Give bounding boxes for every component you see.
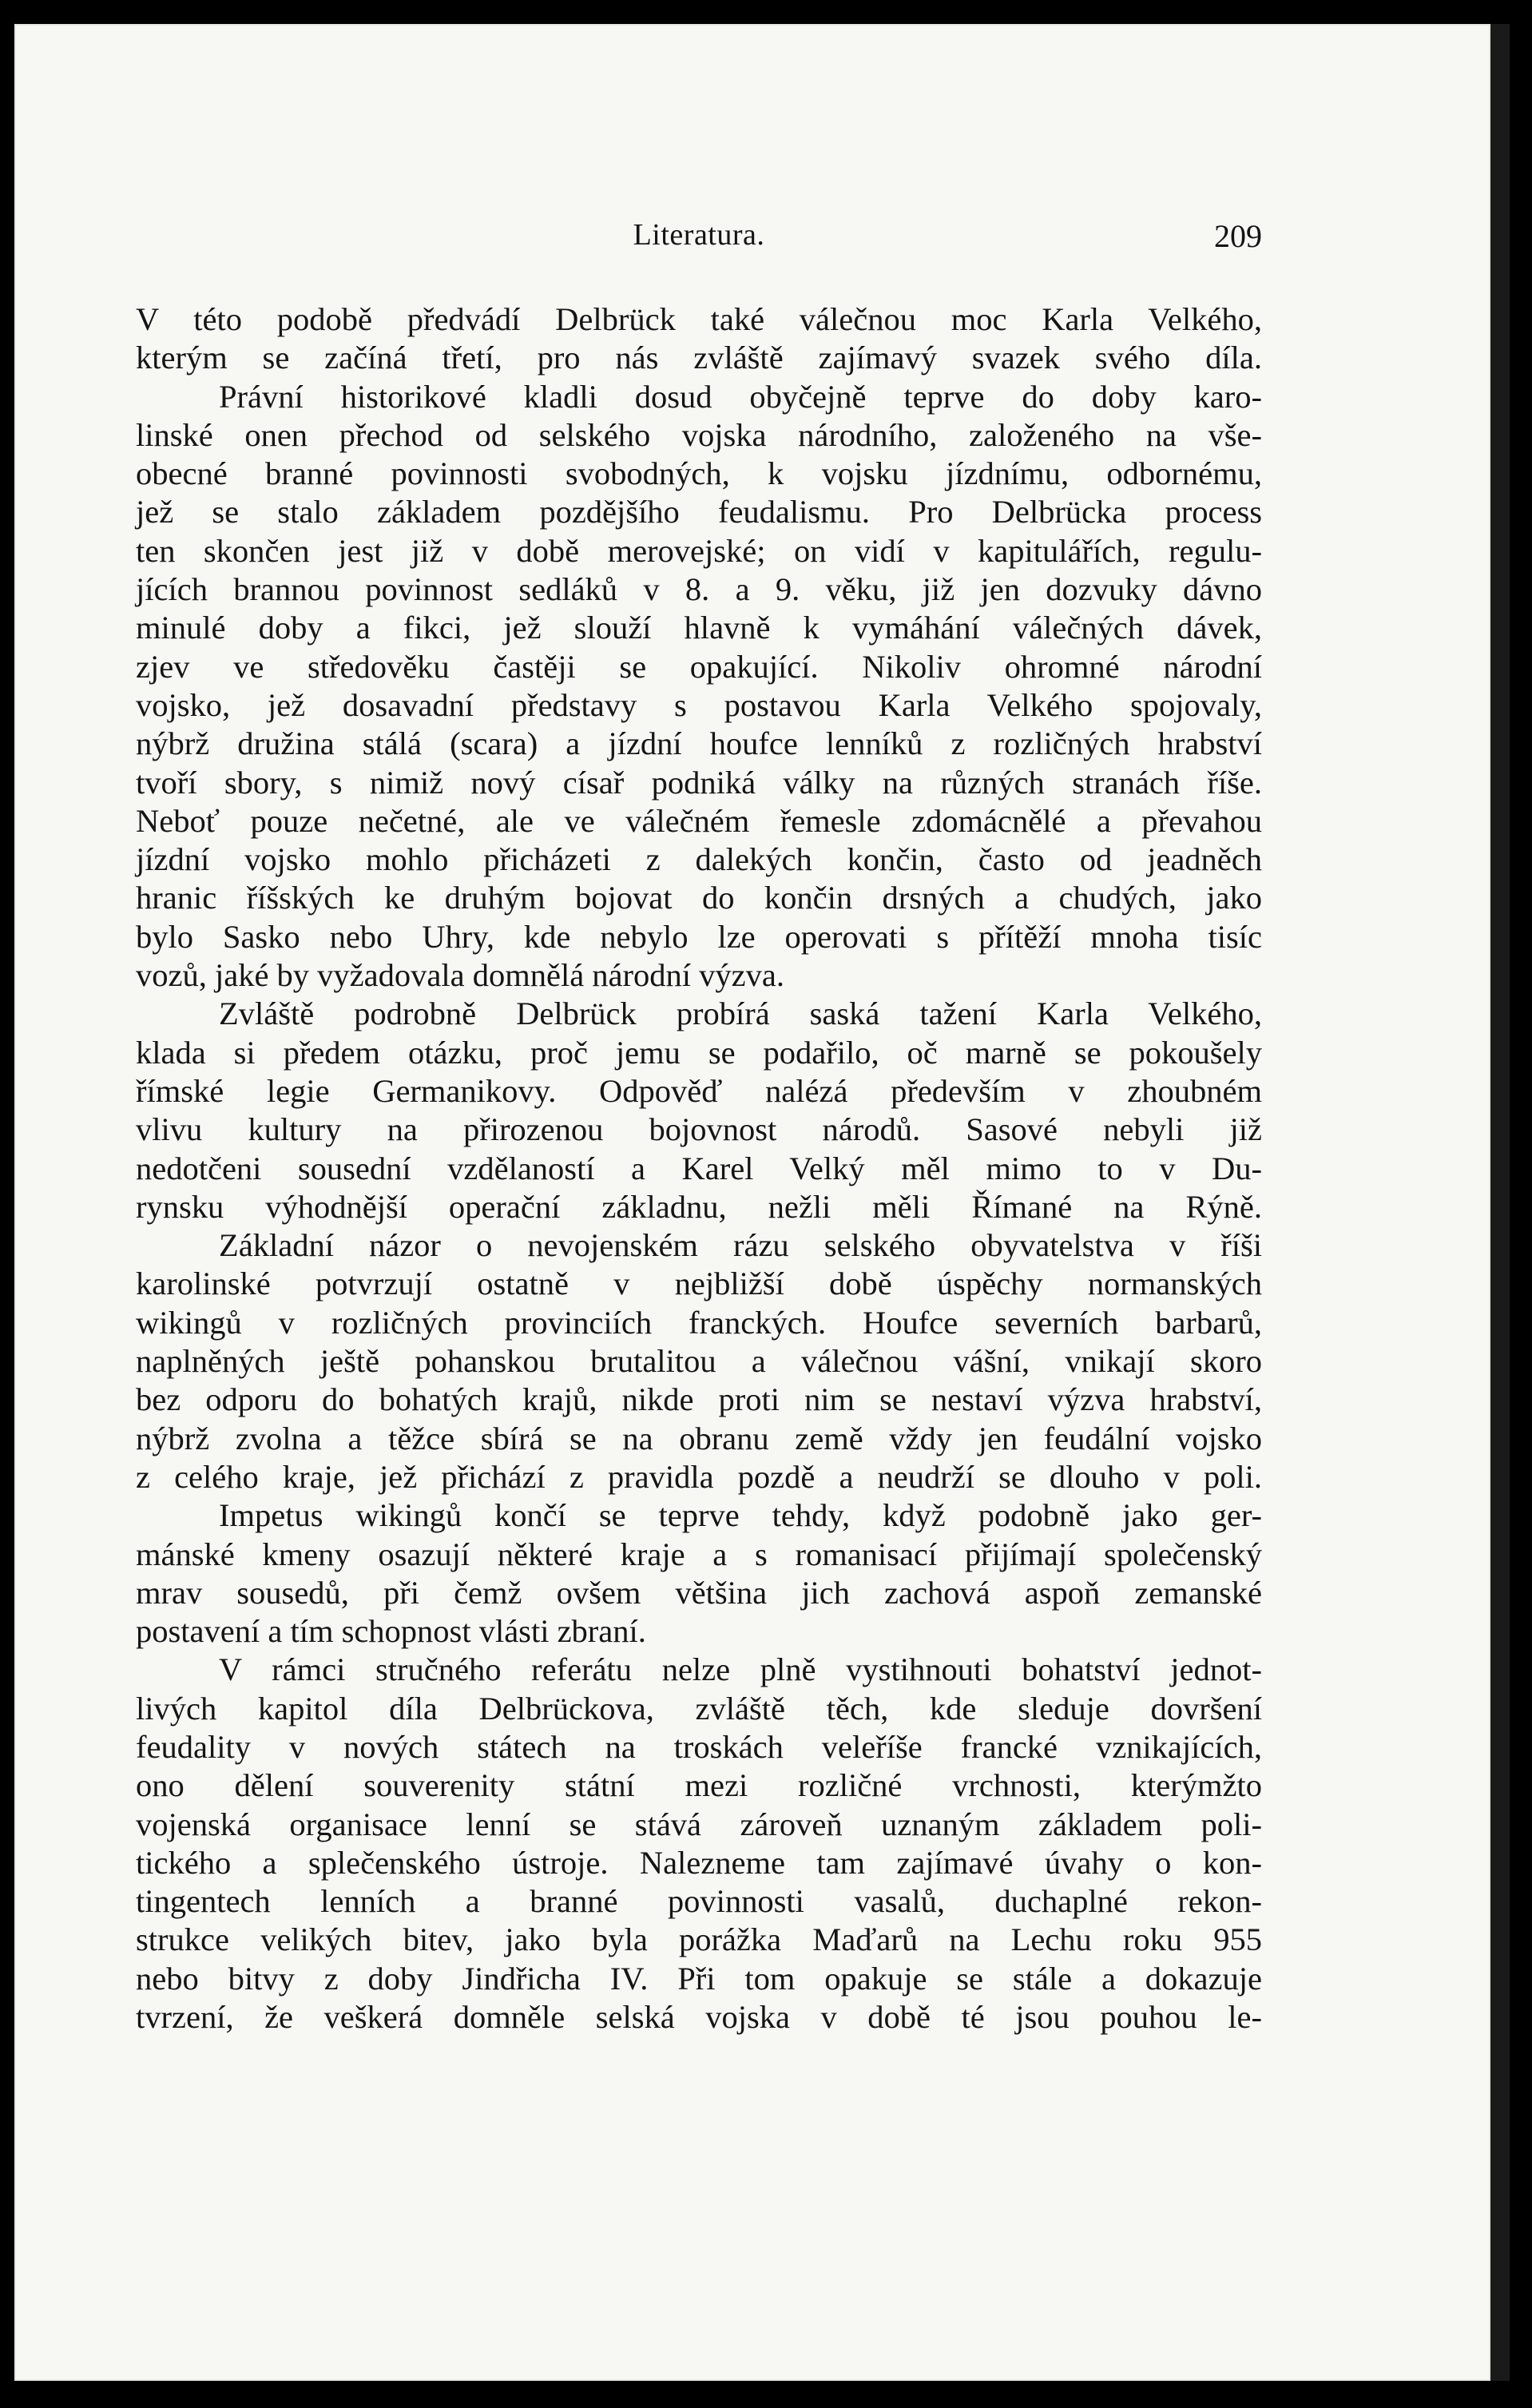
- text-line: bylo Sasko nebo Uhry, kde nebylo lze operovati s přítěží mnoha tisíc: [136, 918, 1262, 955]
- body-text: [136, 300, 1262, 2036]
- text-line: tvrzení, že veškerá domněle selská vojska v době té jsou pouhou le-: [136, 1999, 1262, 2036]
- text-line: feudality v nových státech na troskách veleříše francké vznikajících,: [136, 1728, 1262, 1765]
- text-line: zjev ve středověku častěji se opakující. Nikoliv ohromné národní: [136, 648, 1262, 685]
- text-line: tvoří sbory, s nimiž nový císař podniká války na různých stranách říše.: [136, 764, 1262, 801]
- text-line: strukce velikých bitev, jako byla porážka Maďarů na Lechu roku 955: [136, 1921, 1262, 1958]
- text-line: Základní názor o nevojenském rázu selského obyvatelstva v říši: [219, 1227, 1262, 1264]
- text-line: z celého kraje, jež přichází z pravidla pozdě a neudrží se dlouho v poli.: [136, 1458, 1262, 1495]
- text-line: V této podobě předvádí Delbrück také válečnou moc Karla Velkého,: [136, 301, 1262, 337]
- text-line: karolinské potvrzují ostatně v nejbližší době úspěchy normanských: [136, 1266, 1262, 1302]
- text-line: Impetus wikingů končí se teprve tehdy, když podobně jako ger-: [219, 1497, 1262, 1534]
- text-line: nýbrž družina stálá (scara) a jízdní houfce lenníků z rozličných hrabství: [136, 725, 1262, 762]
- text-line: jízdní vojsko mohlo přicházeti z dalekých končin, často od jeadněch: [136, 841, 1262, 878]
- running-head: Literatura.: [633, 218, 765, 252]
- text-line: klada si předem otázku, proč jemu se podařilo, oč marně se pokoušely: [136, 1034, 1262, 1071]
- text-line: minulé doby a fikci, jež slouží hlavně k vymáhání válečných dávek,: [136, 610, 1262, 646]
- text-line: vlivu kultury na přirozenou bojovnost národů. Sasové nebyli již: [136, 1111, 1262, 1148]
- text-line: mrav sousedů, při čemž ovšem většina jich zachová aspoň zemanské: [136, 1574, 1262, 1611]
- text-line: ono dělení souverenity státní mezi rozličné vrchnosti, kterýmžto: [136, 1767, 1262, 1804]
- text-line: Neboť pouze nečetné, ale ve válečném řemesle zdomácnělé a převahou: [136, 802, 1262, 839]
- page-number: 209: [1214, 218, 1262, 254]
- scan-edge-shadow: [1490, 24, 1510, 2381]
- text-line: římské legie Germanikovy. Odpověď nalézá především v zhoubném: [136, 1072, 1262, 1109]
- text-line: bez odporu do bohatých krajů, nikde proti nim se nestaví výzva hrabství,: [136, 1381, 1262, 1418]
- text-line: Právní historikové kladli dosud obyčejně teprve do doby karo-: [219, 378, 1262, 415]
- text-line: kterým se začíná třetí, pro nás zvláště zajímavý svazek svého díla.: [136, 340, 1262, 376]
- text-line: hranic říšských ke druhým bojovat do končin drsných a chudých, jako: [136, 880, 1262, 916]
- text-line: jež se stalo základem pozdějšího feudalismu. Pro Delbrücka process: [136, 494, 1262, 530]
- text-line: ten skončen jest již v době merovejské; on vidí v kapitulářích, regulu-: [136, 532, 1262, 569]
- text-line: nýbrž zvolna a těžce sbírá se na obranu země vždy jen feudální vojsko: [136, 1420, 1262, 1456]
- text-line: nedotčeni sousední vzdělaností a Karel Velký měl mimo to v Du-: [136, 1150, 1262, 1186]
- page-header: [136, 217, 1262, 257]
- text-line: Zvláště podrobně Delbrück probírá saská tažení Karla Velkého,: [219, 995, 1262, 1032]
- text-line: linské onen přechod od selského vojska národního, založeného na vše-: [136, 416, 1262, 453]
- text-line: rynsku výhodnější operační základnu, nežli měli Římané na Rýně.: [136, 1188, 1262, 1225]
- text-line: nebo bitvy z doby Jindřicha IV. Při tom opakuje se stále a dokazuje: [136, 1960, 1262, 1997]
- text-line: wikingů v rozličných provinciích franckých. Houfce severních barbarů,: [136, 1304, 1262, 1341]
- text-line: vojenská organisace lenní se stává zároveň uznaným základem poli-: [136, 1806, 1262, 1842]
- text-line: livých kapitol díla Delbrückova, zvláště těch, kde sleduje dovršení: [136, 1690, 1262, 1727]
- text-line: mánské kmeny osazují některé kraje a s romanisací přijímají společenský: [136, 1536, 1262, 1572]
- text-line: vojsko, jež dosavadní představy s postavou Karla Velkého spojovaly,: [136, 686, 1262, 723]
- text-line: postavení a tím schopnost vlásti zbraní.: [136, 1613, 646, 1650]
- text-line: obecné branné povinnosti svobodných, k vojsku jízdnímu, odbornému,: [136, 455, 1262, 492]
- text-line: naplněných ještě pohanskou brutalitou a válečnou vášní, vnikají skoro: [136, 1343, 1262, 1380]
- text-line: jících brannou povinnost sedláků v 8. a 9. věku, již jen dozvuky dávno: [136, 571, 1262, 608]
- text-line: tingentech lenních a branné povinnosti vasalů, duchaplné rekon-: [136, 1883, 1262, 1920]
- text-line: vozů, jaké by vyžadovala domnělá národní výzva.: [136, 957, 784, 994]
- text-line: V rámci stručného referátu nelze plně vystihnouti bohatství jednot-: [219, 1651, 1262, 1688]
- text-line: tického a splečenského ústroje. Nalezneme tam zajímavé úvahy o kon-: [136, 1844, 1262, 1881]
